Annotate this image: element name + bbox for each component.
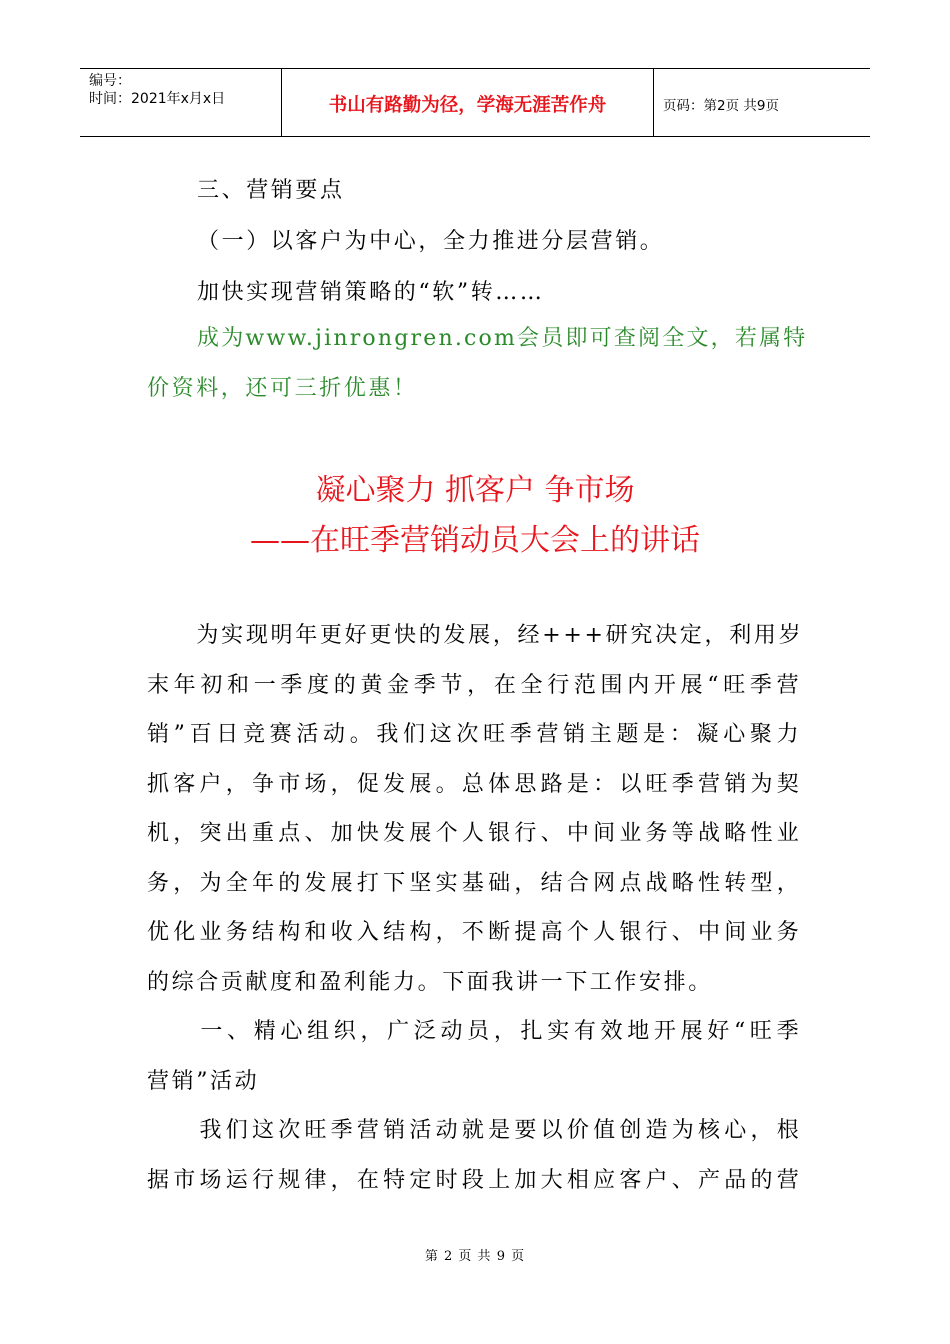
body-line: 销”百日竞赛活动。我们这次旺季营销主题是：凝心聚力 bbox=[147, 722, 804, 747]
body-line: 为实现明年更好更快的发展，经+++研究决定，利用岁 bbox=[147, 623, 804, 648]
member-notice-line-1: 成为www.jinrongren.com会员即可查阅全文，若属特 bbox=[197, 326, 808, 351]
body-line: 我们这次旺季营销活动就是要以价值创造为核心，根 bbox=[147, 1118, 804, 1143]
header-motto: 书山有路勤为径，学海无涯苦作舟 bbox=[282, 69, 654, 136]
member-notice-line-2: 价资料，还可三折优惠！ bbox=[147, 376, 418, 401]
sub-heading: （一）以客户为中心，全力推进分层营销。 bbox=[197, 229, 665, 254]
header-page-info: 页码：第2页 共9页 bbox=[663, 97, 779, 114]
document-header bbox=[80, 68, 870, 137]
body-line: 抓客户，争市场，促发展。总体思路是：以旺季营销为契 bbox=[147, 771, 804, 797]
page-footer: 第 2 页 共 9 页 bbox=[424, 1249, 526, 1264]
body-line: 机，突出重点、加快发展个人银行、中间业务等战略性业 bbox=[147, 821, 804, 846]
document-number-label: 编号： bbox=[89, 73, 131, 89]
body-line: 营销”活动 bbox=[147, 1068, 260, 1094]
body-line: 的综合贡献度和盈利能力。下面我讲一下工作安排。 bbox=[147, 969, 713, 995]
body-line: 末年初和一季度的黄金季节，在全行范围内开展“旺季营 bbox=[147, 672, 804, 698]
document-time-label: 时间：2021年x月x日 bbox=[89, 91, 226, 107]
body-line: 一、精心组织，广泛动员，扎实有效地开展好“旺季 bbox=[147, 1019, 804, 1044]
article-title: 凝心聚力 抓客户 争市场 bbox=[315, 473, 635, 508]
body-line: 务，为全年的发展打下坚实基础，结合网点战略性转型， bbox=[147, 870, 804, 896]
body-line: 优化业务结构和收入结构，不断提高个人银行、中间业务 bbox=[147, 920, 804, 945]
truncated-text: 加快实现营销策略的“软”转…… bbox=[197, 280, 545, 305]
section-heading: 三、营销要点 bbox=[197, 178, 345, 203]
header-meta-cell bbox=[80, 69, 282, 136]
article-subtitle: ——在旺季营销动员大会上的讲话 bbox=[250, 523, 700, 558]
body-line: 据市场运行规律，在特定时段上加大相应客户、产品的营 bbox=[147, 1167, 804, 1193]
